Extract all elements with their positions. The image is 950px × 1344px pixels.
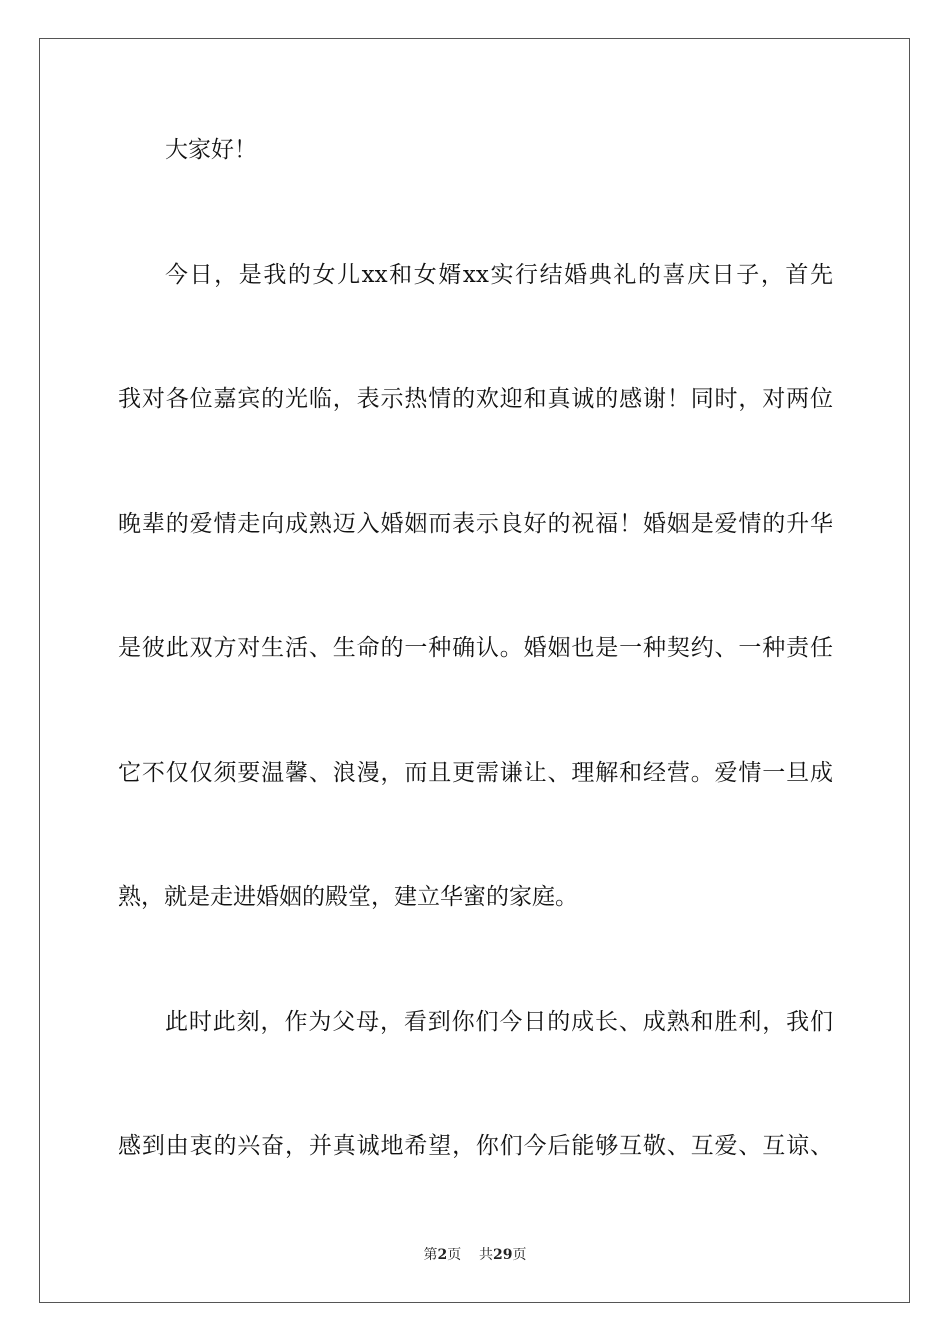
paragraph-line: 我对各位嘉宾的光临，表示热情的欢迎和真诚的感谢！同时，对两位: [118, 386, 833, 412]
paragraph-line: 此时此刻，作为父母，看到你们今日的成长、成熟和胜利，我们: [165, 1009, 833, 1035]
paragraph-line-greeting: 大家好！: [165, 137, 257, 163]
paragraph-line: 它不仅仅须要温馨、浪漫，而且更需谦让、理解和经营。爱情一旦成: [118, 760, 833, 786]
paragraph-line: 今日，是我的女儿xx和女婿xx实行结婚典礼的喜庆日子，首先: [165, 262, 833, 288]
paragraph-line: 是彼此双方对生活、生命的一种确认。婚姻也是一种契约、一种责任: [118, 635, 833, 661]
page-suffix: 页: [447, 1247, 462, 1263]
total-prefix: 共: [479, 1247, 494, 1263]
page-number: 2: [437, 1247, 448, 1263]
page-prefix: 第: [423, 1247, 438, 1263]
page-border: [39, 38, 910, 1303]
paragraph-line: 感到由衷的兴奋，并真诚地希望，你们今后能够互敬、互爱、互谅、: [118, 1133, 833, 1159]
paragraph-line: 晚辈的爱情走向成熟迈入婚姻而表示良好的祝福！婚姻是爱情的升华: [118, 511, 833, 537]
total-pages: 29: [493, 1247, 513, 1263]
paragraph-line: 熟，就是走进婚姻的殿堂，建立华蜜的家庭。: [118, 884, 578, 910]
page-footer: [0, 1246, 950, 1264]
total-suffix: 页: [512, 1247, 527, 1263]
